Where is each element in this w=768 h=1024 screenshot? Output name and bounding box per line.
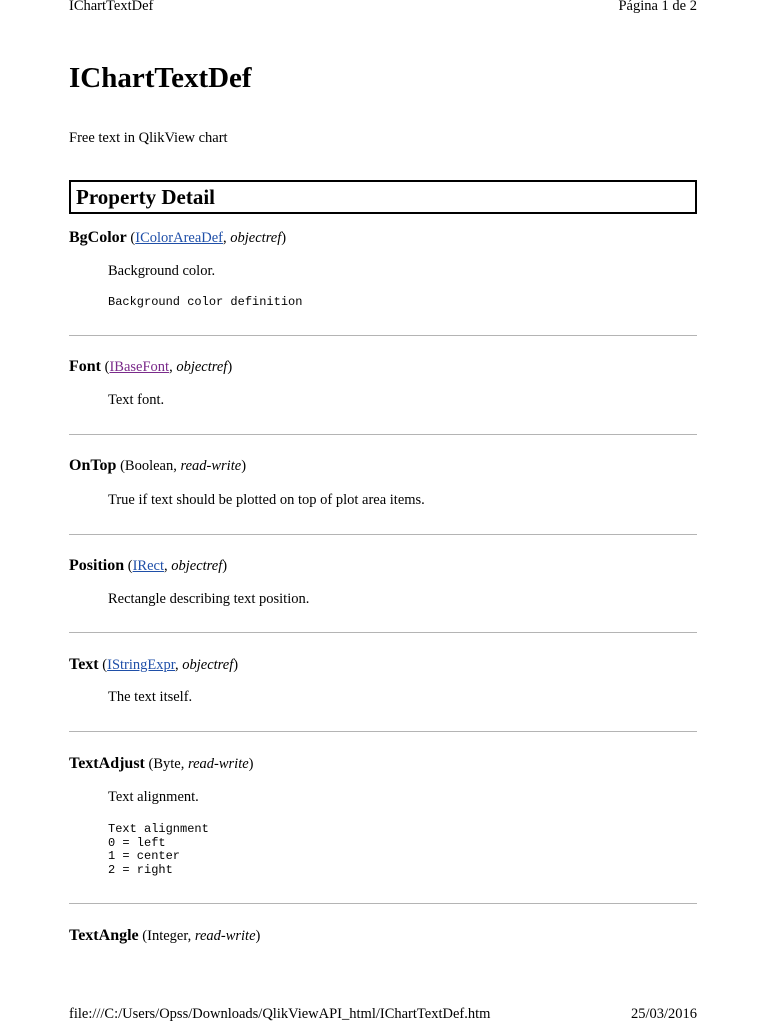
property-description: The text itself. [108,689,193,705]
property-signature: TextAdjust (Byte, read-write) [69,755,254,772]
footer-file-path: file:///C:/Users/Opss/Downloads/QlikViewAPI_html/IChartTextDef.htm [69,1006,491,1022]
property-type: Boolean [124,458,174,474]
property-signature: Position (IRect, objectref) [69,557,228,574]
property-ontop [69,457,697,508]
property-signature: OnTop (Boolean, read-write) [69,457,247,474]
property-access: read-write [180,458,242,474]
property-access: read-write [187,756,249,772]
header-page-number: Página 1 de 2 [618,0,697,14]
property-code: Background color definition [108,295,303,309]
property-position [69,557,697,607]
property-access: read-write [194,928,256,944]
property-type-link[interactable]: IRect [132,558,164,574]
property-name: TextAngle [69,927,139,944]
property-bgcolor [69,229,697,309]
property-name: BgColor [69,229,127,246]
section-heading: Property Detail [76,185,215,209]
divider [69,534,697,535]
property-text [69,656,697,705]
property-description: Text alignment. [108,789,199,805]
divider [69,335,697,336]
page-header [69,0,697,15]
property-description: True if text should be plotted on top of plot area items. [108,492,425,508]
property-signature: BgColor (IColorAreaDef, objectref) [69,229,287,246]
property-type: Integer [147,928,188,944]
property-name: TextAdjust [69,755,145,772]
property-access: objectref [171,558,223,574]
property-signature: TextAngle (Integer, read-write) [69,927,261,944]
property-font [69,358,697,408]
property-signature: Text (IStringExpr, objectref) [69,656,239,673]
header-doc-name: IChartTextDef [69,0,154,14]
property-textadjust [69,755,697,877]
property-description: Rectangle describing text position. [108,591,310,607]
property-type: Byte [153,756,181,772]
property-signature: Font (IBaseFont, objectref) [69,358,233,375]
section-heading-box [69,180,697,214]
footer-date: 25/03/2016 [630,1006,697,1022]
property-type-link[interactable]: IStringExpr [107,657,175,673]
divider [69,434,697,435]
property-access: objectref [182,657,234,673]
property-code: Text alignment 0 = left 1 = center 2 = right [108,822,209,877]
property-textangle [69,927,697,945]
property-description: Text font. [108,392,165,408]
page-footer [69,1006,697,1023]
property-type-link[interactable]: IColorAreaDef [135,230,224,246]
divider [69,903,697,904]
divider [69,632,697,633]
divider [69,731,697,732]
property-name: OnTop [69,457,117,474]
property-name: Position [69,557,125,574]
property-name: Font [69,358,101,375]
property-access: objectref [176,359,228,375]
property-name: Text [69,656,99,673]
property-access: objectref [230,230,282,246]
property-description: Background color. [108,263,216,279]
property-type-link[interactable]: IBaseFont [109,359,170,375]
page-title: IChartTextDef [69,62,252,94]
page-subtitle: Free text in QlikView chart [69,130,228,146]
